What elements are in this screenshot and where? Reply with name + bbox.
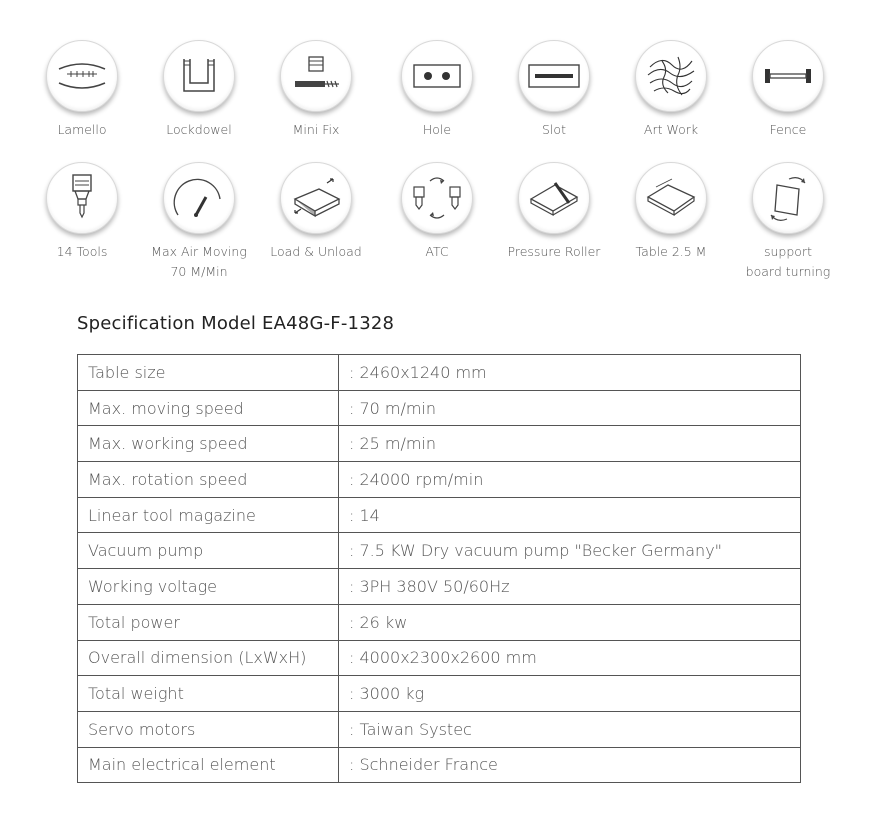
feature-label-line2: 70 M/Min <box>170 264 228 279</box>
feature-label: 14 Tools <box>56 244 108 259</box>
feature-slot <box>494 40 614 140</box>
spec-key: Linear tool magazine <box>78 497 339 533</box>
spec-key: Overall dimension (LxWxH) <box>78 640 339 676</box>
feature-label-line1: Max Air Moving <box>151 244 247 259</box>
feature-label: Hole <box>422 122 452 137</box>
spec-row <box>78 640 801 676</box>
speed-gauge-icon <box>163 162 235 234</box>
board-turning-icon <box>752 162 824 234</box>
feature-label-line2: board turning <box>745 264 831 279</box>
feature-label: Table 2.5 M <box>635 244 707 259</box>
hole-icon <box>401 40 473 112</box>
load-unload-icon <box>280 162 352 234</box>
slot-icon <box>518 40 590 112</box>
spec-row <box>78 426 801 462</box>
spec-value: : 26 kw <box>339 604 801 640</box>
tools-icon <box>46 162 118 234</box>
spec-key: Working voltage <box>78 569 339 605</box>
spec-table <box>77 354 801 783</box>
spec-value: : 4000x2300x2600 mm <box>339 640 801 676</box>
spec-row <box>78 497 801 533</box>
feature-load-unload <box>256 162 376 262</box>
art-work-icon <box>635 40 707 112</box>
spec-key: Servo motors <box>78 711 339 747</box>
lockdowel-icon <box>163 40 235 112</box>
spec-key: Vacuum pump <box>78 533 339 569</box>
spec-row <box>78 355 801 391</box>
feature-atc <box>377 162 497 262</box>
feature-label: ATC <box>425 244 449 259</box>
spec-value: : 14 <box>339 497 801 533</box>
feature-support-board-turning <box>728 162 848 282</box>
spec-row <box>78 462 801 498</box>
spec-key: Max. rotation speed <box>78 462 339 498</box>
feature-label: Lamello <box>57 122 107 137</box>
spec-key: Max. working speed <box>78 426 339 462</box>
spec-key: Total weight <box>78 676 339 712</box>
feature-label <box>728 242 848 282</box>
feature-label: Mini Fix <box>292 122 340 137</box>
spec-row <box>78 390 801 426</box>
feature-table-2-5m <box>611 162 731 262</box>
spec-row <box>78 569 801 605</box>
feature-14-tools <box>22 162 142 262</box>
feature-label: Lockdowel <box>166 122 232 137</box>
spec-value: : 7.5 KW Dry vacuum pump "Becker Germany" <box>339 533 801 569</box>
feature-label: Load & Unload <box>270 244 362 259</box>
feature-label-line1: support <box>764 244 812 259</box>
spec-key: Total power <box>78 604 339 640</box>
mini-fix-icon <box>280 40 352 112</box>
spec-value: : Schneider France <box>339 747 801 783</box>
spec-value: : 3PH 380V 50/60Hz <box>339 569 801 605</box>
feature-label <box>139 242 259 282</box>
spec-key: Main electrical element <box>78 747 339 783</box>
spec-row <box>78 604 801 640</box>
feature-mini-fix <box>256 40 376 140</box>
spec-title: Specification Model EA48G-F-1328 <box>77 313 395 334</box>
spec-key: Table size <box>78 355 339 391</box>
feature-icon-grid <box>0 0 877 300</box>
spec-row <box>78 711 801 747</box>
feature-fence <box>728 40 848 140</box>
fence-icon <box>752 40 824 112</box>
pressure-roller-icon <box>518 162 590 234</box>
table-icon <box>635 162 707 234</box>
spec-value: : 25 m/min <box>339 426 801 462</box>
spec-value: : 3000 kg <box>339 676 801 712</box>
atc-icon <box>401 162 473 234</box>
spec-value: : Taiwan Systec <box>339 711 801 747</box>
feature-pressure-roller <box>494 162 614 262</box>
feature-label: Pressure Roller <box>507 244 601 259</box>
spec-key: Max. moving speed <box>78 390 339 426</box>
feature-lockdowel <box>139 40 259 140</box>
spec-row <box>78 676 801 712</box>
feature-max-air-moving <box>139 162 259 282</box>
feature-art-work <box>611 40 731 140</box>
spec-row <box>78 533 801 569</box>
feature-hole <box>377 40 497 140</box>
spec-value: : 2460x1240 mm <box>339 355 801 391</box>
lamello-icon <box>46 40 118 112</box>
feature-label: Art Work <box>643 122 699 137</box>
spec-row <box>78 747 801 783</box>
feature-label: Fence <box>769 122 807 137</box>
feature-label: Slot <box>542 122 566 137</box>
spec-value: : 24000 rpm/min <box>339 462 801 498</box>
feature-lamello <box>22 40 142 140</box>
spec-value: : 70 m/min <box>339 390 801 426</box>
